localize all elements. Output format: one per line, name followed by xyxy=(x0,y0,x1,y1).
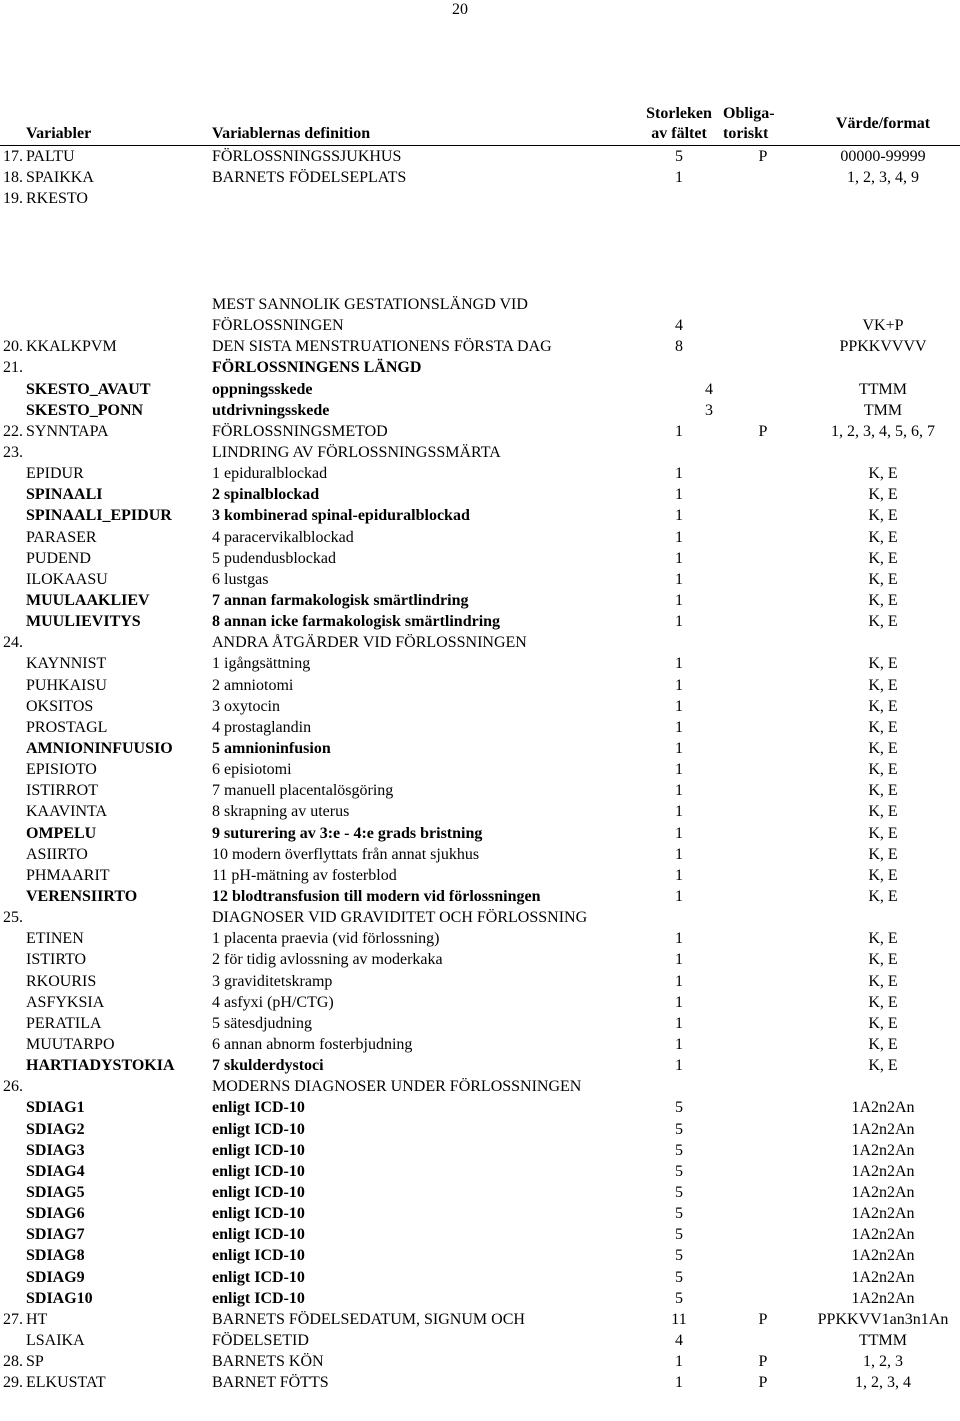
obligatory-flag: P xyxy=(758,1353,768,1371)
table-row xyxy=(0,379,960,400)
table-row xyxy=(0,442,960,463)
variable-name: SPAIKKA xyxy=(26,169,94,187)
field-size: 1 xyxy=(675,465,683,483)
variable-definition: 1 igångsättning xyxy=(212,655,311,673)
value-format: TTMM xyxy=(859,380,907,398)
value-format: K, E xyxy=(868,570,898,588)
header-obligatory xyxy=(723,104,775,144)
table-row xyxy=(0,823,960,844)
row-number: 28. xyxy=(3,1353,23,1371)
variable-definition: 1 placenta praevia (vid förlossning) xyxy=(212,930,440,948)
field-size: 1 xyxy=(675,613,683,631)
variable-definition: utdrivningsskede xyxy=(212,401,330,419)
variable-name: SKESTO_AVAUT xyxy=(26,380,151,398)
variable-name: PHMAARIT xyxy=(26,866,110,884)
table-row xyxy=(0,759,960,780)
variable-definition: 2 amniotomi xyxy=(212,676,294,694)
value-format: K, E xyxy=(868,465,898,483)
variable-definition: LINDRING AV FÖRLOSSNINGSSMÄRTA xyxy=(212,444,501,462)
table-row xyxy=(0,1161,960,1182)
value-format: K, E xyxy=(868,993,898,1011)
field-size: 5 xyxy=(675,1268,683,1286)
variable-definition: 3 kombinerad spinal-epiduralblockad xyxy=(212,507,470,525)
field-size: 1 xyxy=(675,1353,683,1371)
variable-definition: 10 modern överflyttats från annat sjukhus xyxy=(212,845,480,863)
field-size: 5 xyxy=(675,1099,683,1117)
field-size: 1 xyxy=(675,972,683,990)
variable-definition: 6 lustgas xyxy=(212,570,269,588)
variable-definition: 3 graviditetskramp xyxy=(212,972,333,990)
value-format: 00000-99999 xyxy=(840,148,926,165)
obligatory-flag: P xyxy=(758,1374,768,1392)
variable-definition: 7 skulderdystoci xyxy=(212,1057,324,1075)
value-format: K, E xyxy=(868,951,898,969)
row-number: 22. xyxy=(3,422,23,440)
variable-definition: FÖRLOSSNINGSMETOD xyxy=(212,422,388,440)
value-format: 1A2n2An xyxy=(851,1205,915,1223)
table-row xyxy=(0,886,960,907)
value-format: 1A2n2An xyxy=(851,1099,915,1117)
table-row xyxy=(0,611,960,632)
variable-definition: FÖDELSETID xyxy=(212,1331,309,1349)
variable-definition: enligt ICD-10 xyxy=(212,1141,305,1159)
table-row xyxy=(0,1097,960,1118)
header-size-line1: Storleken xyxy=(646,105,712,122)
table-body xyxy=(0,146,960,1393)
table-row xyxy=(0,738,960,759)
variable-definition: BARNET FÖTTS xyxy=(212,1374,329,1392)
field-size: 5 xyxy=(675,1141,683,1159)
value-format: K, E xyxy=(868,549,898,567)
field-size: 1 xyxy=(675,169,683,187)
variable-definition: 3 oxytocin xyxy=(212,697,280,715)
variable-definition: BARNETS FÖDELSEPLATS xyxy=(212,169,407,187)
variable-definition: 11 pH-mätning av fosterblod xyxy=(212,866,397,884)
value-format: 1, 2, 3, 4, 9 xyxy=(847,169,919,187)
field-size: 1 xyxy=(675,887,683,905)
variable-name: LSAIKA xyxy=(26,1331,85,1349)
table-row xyxy=(0,484,960,505)
field-size: 5 xyxy=(675,1205,683,1223)
field-size: 1 xyxy=(675,697,683,715)
variable-name: KAAVINTA xyxy=(26,803,108,821)
table-row xyxy=(0,801,960,822)
field-size: 4 xyxy=(675,1331,683,1349)
field-size: 5 xyxy=(675,1120,683,1138)
field-size: 1 xyxy=(675,1057,683,1075)
variable-name: SDIAG7 xyxy=(26,1226,85,1244)
field-size: 4 xyxy=(705,380,713,398)
table-row xyxy=(0,1076,960,1097)
variable-definition: 2 för tidig avlossning av moderkaka xyxy=(212,951,443,969)
variable-definition: enligt ICD-10 xyxy=(212,1120,305,1138)
field-size: 1 xyxy=(675,422,683,440)
row-number: 25. xyxy=(3,909,23,927)
header-oblig-line2: toriskt xyxy=(723,125,769,142)
variable-name: AMNIONINFUUSIO xyxy=(26,739,173,757)
field-size: 1 xyxy=(675,782,683,800)
variable-definition: enligt ICD-10 xyxy=(212,1289,305,1307)
variable-definition: enligt ICD-10 xyxy=(212,1268,305,1286)
value-format: PPKKVV1an3n1An xyxy=(817,1310,949,1328)
variable-definition: enligt ICD-10 xyxy=(212,1183,305,1201)
variable-name: PUHKAISU xyxy=(26,676,107,694)
value-format: K, E xyxy=(868,592,898,609)
variable-definition: 8 annan icke farmakologisk smärtlindring xyxy=(212,613,501,631)
table-row xyxy=(0,1309,960,1330)
table-row xyxy=(0,1267,960,1288)
table-row xyxy=(0,1182,960,1203)
variable-name: SDIAG6 xyxy=(26,1205,85,1223)
value-format: 1A2n2An xyxy=(851,1247,915,1265)
variable-definition: 2 spinalblockad xyxy=(212,486,320,504)
field-size: 1 xyxy=(675,951,683,969)
field-size: 1 xyxy=(675,930,683,948)
row-number: 23. xyxy=(3,444,23,462)
value-format: K, E xyxy=(868,887,898,905)
field-size: 1 xyxy=(675,676,683,694)
value-format: 1, 2, 3, 4 xyxy=(855,1374,911,1392)
variable-name: EPIDUR xyxy=(26,465,84,483)
field-size: 5 xyxy=(675,1226,683,1244)
table-row xyxy=(0,632,960,653)
header-oblig-line1: Obliga- xyxy=(723,105,775,122)
table-row xyxy=(0,569,960,590)
field-size: 1 xyxy=(675,824,683,842)
variable-name: RKOURIS xyxy=(26,972,97,990)
value-format: K, E xyxy=(868,1014,898,1032)
table-row xyxy=(0,1034,960,1055)
variable-definition: enligt ICD-10 xyxy=(212,1226,305,1244)
table-row xyxy=(0,1119,960,1140)
variable-definition: 9 suturering av 3:e - 4:e grads bristning xyxy=(212,824,483,842)
table-row xyxy=(0,146,960,167)
header-variabler: Variabler xyxy=(26,125,92,142)
variable-name: SKESTO_PONN xyxy=(26,401,144,419)
value-format: K, E xyxy=(868,613,898,631)
variable-definition: 6 annan abnorm fosterbjudning xyxy=(212,1035,413,1053)
table-row xyxy=(0,696,960,717)
table-row xyxy=(0,463,960,484)
variable-definition: FÖRLOSSNINGENS LÄNGD xyxy=(212,359,422,377)
field-size: 5 xyxy=(675,1162,683,1180)
field-size: 5 xyxy=(675,1247,683,1265)
table-row xyxy=(0,421,960,442)
obligatory-flag: P xyxy=(758,422,768,440)
row-number: 21. xyxy=(3,359,23,377)
value-format: K, E xyxy=(868,739,898,757)
row-number: 17. xyxy=(3,148,23,165)
value-format: K, E xyxy=(868,528,898,546)
variable-definition: 5 pudendusblockad xyxy=(212,549,336,567)
field-size: 5 xyxy=(675,1183,683,1201)
table-row xyxy=(0,1013,960,1034)
field-size: 1 xyxy=(675,845,683,863)
field-size: 3 xyxy=(705,401,713,419)
field-size: 11 xyxy=(671,1310,687,1328)
variable-definition: FÖRLOSSNINGSSJUKHUS xyxy=(212,148,402,165)
variable-name: SDIAG2 xyxy=(26,1120,85,1138)
table-row xyxy=(0,1288,960,1309)
variable-name: SDIAG8 xyxy=(26,1247,85,1265)
field-size: 1 xyxy=(675,1035,683,1053)
row-number: 19. xyxy=(3,190,23,208)
variable-definition: 4 paracervikalblockad xyxy=(212,528,354,546)
value-format: K, E xyxy=(868,507,898,525)
value-format: 1, 2, 3, 4, 5, 6, 7 xyxy=(831,422,935,440)
variable-name: SPINAALI_EPIDUR xyxy=(26,507,172,525)
variable-name: PERATILA xyxy=(26,1014,102,1032)
variable-definition: enligt ICD-10 xyxy=(212,1247,305,1265)
table-row xyxy=(0,336,960,357)
variable-definition: 4 prostaglandin xyxy=(212,718,312,736)
variable-name: HARTIADYSTOKIA xyxy=(26,1057,175,1075)
table-row xyxy=(0,188,960,294)
variable-name: ASIIRTO xyxy=(26,845,88,863)
variable-definition: 5 sätesdjudning xyxy=(212,1014,312,1032)
value-format: PPKKVVVV xyxy=(839,338,927,356)
variable-name: HT xyxy=(26,1310,48,1328)
variable-definition: BARNETS KÖN xyxy=(212,1353,324,1371)
field-size: 5 xyxy=(675,148,683,165)
variable-name: OKSITOS xyxy=(26,697,94,715)
row-number: 26. xyxy=(3,1078,23,1096)
row-number: 29. xyxy=(3,1374,23,1392)
variable-definition: BARNETS FÖDELSEDATUM, SIGNUM OCH xyxy=(212,1310,525,1328)
table-row xyxy=(0,865,960,886)
field-size: 1 xyxy=(675,486,683,504)
value-format: 1A2n2An xyxy=(851,1226,915,1244)
value-format: K, E xyxy=(868,866,898,884)
variable-name: SDIAG10 xyxy=(26,1289,93,1307)
row-number: 27. xyxy=(3,1310,23,1328)
table-row xyxy=(0,780,960,801)
table-row xyxy=(0,294,960,315)
value-format: VK+P xyxy=(862,317,904,335)
variable-name: PALTU xyxy=(26,148,75,165)
page-number: 20 xyxy=(452,1,468,18)
table-header xyxy=(0,101,960,146)
table-row xyxy=(0,400,960,421)
field-size: 1 xyxy=(675,549,683,567)
value-format: K, E xyxy=(868,1057,898,1075)
table-row xyxy=(0,1330,960,1351)
field-size: 1 xyxy=(675,1014,683,1032)
variable-name: KAYNNIST xyxy=(26,655,107,673)
table-row xyxy=(0,949,960,970)
variable-definition: MEST SANNOLIK GESTATIONSLÄNGD VID xyxy=(212,296,528,314)
field-size: 1 xyxy=(675,866,683,884)
value-format: K, E xyxy=(868,761,898,779)
variable-definition: 6 episiotomi xyxy=(212,761,292,779)
table-row xyxy=(0,1372,960,1393)
header-size-line2: av fältet xyxy=(651,125,707,142)
obligatory-flag: P xyxy=(758,1310,768,1328)
table-row xyxy=(0,1140,960,1161)
field-size: 1 xyxy=(675,761,683,779)
field-size: 4 xyxy=(675,317,683,335)
variable-name: RKESTO xyxy=(26,190,88,208)
value-format: K, E xyxy=(868,972,898,990)
variable-definition: 7 manuell placentalösgöring xyxy=(212,782,394,800)
variable-definition: 12 blodtransfusion till modern vid förlossningen xyxy=(212,887,541,905)
row-number: 18. xyxy=(3,169,23,187)
variable-name: PUDEND xyxy=(26,549,91,567)
table-row xyxy=(0,928,960,949)
variable-name: SDIAG9 xyxy=(26,1268,85,1286)
value-format: 1A2n2An xyxy=(851,1141,915,1159)
variable-name: ILOKAASU xyxy=(26,570,108,588)
variable-name: PROSTAGL xyxy=(26,718,108,736)
header-format: Värde/format xyxy=(835,115,931,132)
header-definition: Variablernas definition xyxy=(212,125,371,142)
variable-name: SDIAG5 xyxy=(26,1183,85,1201)
variable-name: ISTIRTO xyxy=(26,951,87,969)
variable-name: ELKUSTAT xyxy=(26,1374,106,1392)
value-format: K, E xyxy=(868,930,898,948)
variable-definition: 4 asfyxi (pH/CTG) xyxy=(212,993,334,1011)
value-format: K, E xyxy=(868,803,898,821)
value-format: K, E xyxy=(868,718,898,736)
value-format: TMM xyxy=(863,401,903,419)
value-format: K, E xyxy=(868,782,898,800)
value-format: K, E xyxy=(868,1035,898,1053)
table-row xyxy=(0,315,960,336)
field-size: 8 xyxy=(675,338,683,356)
variable-definition: MODERNS DIAGNOSER UNDER FÖRLOSSNINGEN xyxy=(212,1078,582,1096)
table-row xyxy=(0,992,960,1013)
field-size: 1 xyxy=(675,993,683,1011)
variable-name: SDIAG3 xyxy=(26,1141,85,1159)
value-format: 1A2n2An xyxy=(851,1120,915,1138)
variable-name: PARASER xyxy=(26,528,97,546)
variable-name: SDIAG1 xyxy=(26,1099,85,1117)
value-format: K, E xyxy=(868,655,898,673)
variable-definition: 8 skrapning av uterus xyxy=(212,803,350,821)
table-row xyxy=(0,505,960,526)
table-row xyxy=(0,717,960,738)
variable-name: EPISIOTO xyxy=(26,761,97,779)
table-row xyxy=(0,1055,960,1076)
table-row xyxy=(0,1351,960,1372)
table-row xyxy=(0,167,960,188)
value-format: 1, 2, 3 xyxy=(863,1353,903,1371)
variable-definition: enligt ICD-10 xyxy=(212,1205,305,1223)
value-format: TTMM xyxy=(859,1331,907,1349)
row-number: 20. xyxy=(3,338,23,356)
value-format: 1A2n2An xyxy=(851,1289,915,1307)
header-size xyxy=(634,104,724,144)
value-format: K, E xyxy=(868,676,898,694)
variable-name: SPINAALI xyxy=(26,486,103,504)
variable-name: MUULIEVITYS xyxy=(26,613,141,631)
variable-definition: ANDRA ÅTGÄRDER VID FÖRLOSSNINGEN xyxy=(212,634,527,652)
field-size: 1 xyxy=(675,718,683,736)
variable-definition: oppningsskede xyxy=(212,380,313,398)
field-size: 1 xyxy=(675,1374,683,1392)
field-size: 1 xyxy=(675,507,683,525)
field-size: 1 xyxy=(675,739,683,757)
table-row xyxy=(0,653,960,674)
row-number: 24. xyxy=(3,634,23,652)
table-row xyxy=(0,1203,960,1224)
variable-name: ISTIRROT xyxy=(26,782,98,800)
table-row xyxy=(0,675,960,696)
table-row xyxy=(0,527,960,548)
value-format: K, E xyxy=(868,824,898,842)
field-size: 1 xyxy=(675,803,683,821)
variable-definition: DEN SISTA MENSTRUATIONENS FÖRSTA DAG xyxy=(212,338,552,356)
variable-definition: 5 amnioninfusion xyxy=(212,739,331,757)
value-format: K, E xyxy=(868,845,898,863)
variable-table xyxy=(0,101,960,1393)
variable-definition: 7 annan farmakologisk smärtlindring xyxy=(212,592,469,609)
value-format: 1A2n2An xyxy=(851,1162,915,1180)
value-format: K, E xyxy=(868,486,898,504)
variable-definition: 1 epiduralblockad xyxy=(212,465,328,483)
variable-definition: enligt ICD-10 xyxy=(212,1162,305,1180)
table-row xyxy=(0,590,960,611)
field-size: 1 xyxy=(675,570,683,588)
value-format: K, E xyxy=(868,697,898,715)
table-row xyxy=(0,971,960,992)
variable-name: SP xyxy=(26,1353,44,1371)
table-row xyxy=(0,548,960,569)
field-size: 1 xyxy=(675,592,683,609)
variable-name: OMPELU xyxy=(26,824,97,842)
variable-name: ETINEN xyxy=(26,930,84,948)
variable-name: MUULAAKLIEV xyxy=(26,592,150,609)
table-row xyxy=(0,357,960,378)
variable-definition: enligt ICD-10 xyxy=(212,1099,305,1117)
value-format: 1A2n2An xyxy=(851,1183,915,1201)
variable-name: VERENSIIRTO xyxy=(26,887,138,905)
field-size: 5 xyxy=(675,1289,683,1307)
variable-definition: DIAGNOSER VID GRAVIDITET OCH FÖRLOSSNING xyxy=(212,909,588,927)
table-row xyxy=(0,1245,960,1266)
table-row xyxy=(0,1224,960,1245)
variable-name: SDIAG4 xyxy=(26,1162,85,1180)
variable-name: ASFYKSIA xyxy=(26,993,105,1011)
variable-name: MUUTARPO xyxy=(26,1035,115,1053)
obligatory-flag: P xyxy=(758,148,768,165)
variable-name: KKALKPVM xyxy=(26,338,117,356)
table-row xyxy=(0,844,960,865)
table-row xyxy=(0,907,960,928)
field-size: 1 xyxy=(675,528,683,546)
variable-definition: FÖRLOSSNINGEN xyxy=(212,317,344,335)
variable-name: SYNNTAPA xyxy=(26,422,109,440)
value-format: 1A2n2An xyxy=(851,1268,915,1286)
field-size: 1 xyxy=(675,655,683,673)
